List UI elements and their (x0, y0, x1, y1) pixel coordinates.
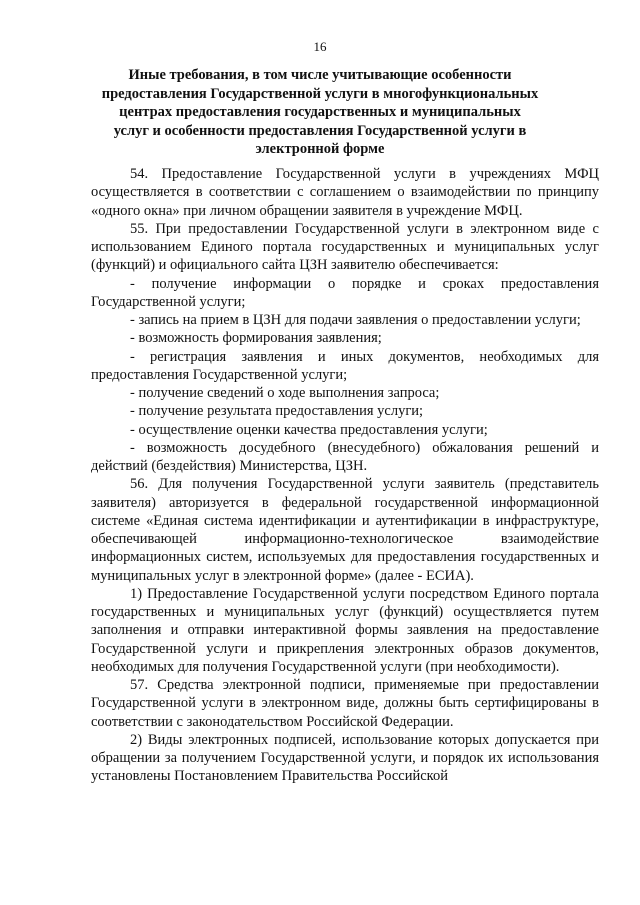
list-item: - возможность досудебного (внесудебного) обжалования решений и действий (бездействия) Министерства, ЦЗН. (91, 439, 599, 474)
list-item: - возможность формирования заявления; (130, 330, 382, 347)
paragraph-56: 56. Для получения Государственной услуги заявитель (представитель заявителя) авторизуется в федеральной государственной информационной системе «Единая система идентификации и аутентификации в инфраструктуре, обеспечивающей информационно-технологическое взаимодействие информационных систем, используемых для предоставления государственных и муниципальных услуг в электронной форме» (далее - ЕСИА). (91, 476, 599, 584)
list-item: - регистрация заявления и иных документов, необходимых для предоставления Государственной услуги; (91, 348, 599, 383)
list-item: - получение сведений о ходе выполнения запроса; (130, 385, 440, 401)
paragraph-54: 54. Предоставление Государственной услуги в учреждениях МФЦ осуществляется в соответствии с соглашением о взаимодействии по принципу «одного окна» при личном обращении заявителя в учреждение МФЦ. (91, 166, 599, 219)
list-item: - осуществление оценки качества предоставления услуги; (130, 421, 488, 438)
section-heading: Иные требования, в том числе учитывающие особенности предоставления Государственной услуги в многофункциональных центрах предоставления государственных и муниципальных услуг и особенности предоставления Государственной услуги в электронной форме (101, 67, 539, 158)
subparagraph-2: 2) Виды электронных подписей, использование которых допускается при обращении за получением Государственной услуги, и порядок их использования установлены Постановлением Правительства Российской (91, 731, 599, 785)
paragraph-55: 55. При предоставлении Государственной услуги в электронном виде с использованием Единого портала государственных и муниципальных услуг (функций) и официального сайта ЦЗН заявителю обеспечивается: (91, 220, 599, 274)
document-body (91, 165, 599, 786)
paragraph-57: 57. Средства электронной подписи, применяемые при предоставлении Государственной услуги в электронном виде, должны быть сертифицированы в соответствии с законодательством Российской Федерации. (91, 677, 599, 730)
list-item: - запись на прием в ЦЗН для подачи заявления о предоставлении услуги; (130, 312, 581, 328)
list-item: - получение результата предоставления услуги; (130, 403, 424, 420)
list-item: - получение информации о порядке и сроках предоставления Государственной услуги; (91, 275, 599, 310)
subparagraph-1: 1) Предоставление Государственной услуги посредством Единого портала государственных и муниципальных услуг (функций) осуществляется путем заполнения и отправки интерактивной формы заявления на предоставление Государственной услуги и прикрепления электронных образов документов, необходимых для получения Государственной услуги (при необходимости). (91, 585, 599, 675)
page-number: 16 (313, 39, 327, 54)
